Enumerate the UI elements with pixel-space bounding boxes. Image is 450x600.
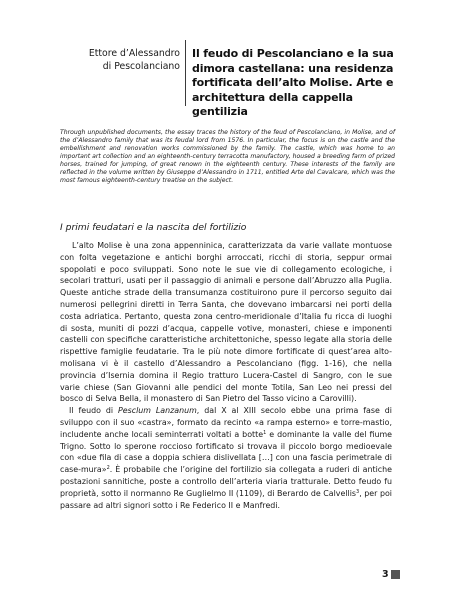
page-marker-square (391, 570, 400, 579)
paragraph-2-text-1: Il feudo di (69, 406, 119, 416)
author-name (60, 47, 180, 73)
section-heading: I primi feudatari e la nascita del fortilizio (60, 222, 247, 233)
footnote-ref-1[interactable]: 1 (263, 429, 267, 436)
author-line-2: di Pescolanciano (102, 61, 180, 72)
english-abstract: Through unpublished documents, the essay traces the history of the feud of Pescolanciano, in Molise, and of the d’Alessandro family that was its feudal lord from 1576. In particular, the focus is on the castle and the embellishment and renovation works commissioned by the family. The castle, which was home to an important art collection and an eighteenth-century terracotta manufactory, housed a breeding farm of prized horses, trained for jumping, of great renown in the eighteenth century. These interests of the family are reflected in the volume written by Giuseppe d’Alessandro in 1711, entitled Arte del Cavalcare, which was the most famous eighteenth-century treatise on the subject. (60, 129, 395, 184)
page-number: 3 (382, 569, 389, 580)
header-divider (185, 40, 186, 106)
author-line-1: Ettore d’Alessandro (88, 48, 180, 59)
article-title: Il feudo di Pescolanciano e la sua dimora castellana: una residenza fortificata dell’alto Molise. Arte e architettura della cappella gentilizia (192, 47, 394, 118)
body-text (60, 240, 392, 511)
footnote-ref-2[interactable]: 2 (106, 465, 110, 472)
paragraph-2-text-4: . È probabile che l’origine del fortilizio sia collegata a ruderi di antiche postazioni sannitiche, poste a controllo dell’arteria viaria tratturale. Detto feudo fu proprietà, sotto il normanno Re Guglielmo II (1109), di Berardo de Calvellis (60, 465, 392, 498)
paragraph-2-text-2: , dal X al XIII secolo ebbe una prima fase di sviluppo con il suo «castra», formato da recinto «a rampa esterno» e torre-mastio, includente anche locali seminterrati voltati a botte (60, 406, 392, 439)
footnote-ref-3[interactable]: 3 (356, 488, 360, 495)
paragraph-2 (60, 405, 392, 511)
article-header (60, 40, 394, 120)
paragraph-2-text-3: e dominante la valle del fiume Trigno. Sotto lo sperone roccioso fortificato si trovava il piccolo borgo medioevale con «due fila di case a doppia schiera dislivellata […] con una fascia perimetrale di case-mura» (60, 429, 392, 475)
paragraph-2-text-5: , per poi passare ad altri signori sotto i Re Federico II e Manfredi. (60, 488, 392, 510)
latin-place-name: Pesclum Lanzanum (118, 406, 197, 416)
paragraph-1: L’alto Molise è una zona appenninica, caratterizzata da varie vallate montuose con folta vegetazione e antichi borghi arroccati, ricchi di storia, seppur ormai spopolati e poco sviluppati. Sono note le sue vie di collegamento ecologiche, i secolari tratturi, usati per il passaggio di animali e persone dall’Abruzzo alla Puglia. Queste antiche strade della transumanza costituirono pure il percorso seguito dai numerosi pellegrini diretti in Terra Santa, che dovevano imbarcarsi nei porti della costa adriatica. Pertanto, questa zona centro-meridionale d’Italia fu ricca di luoghi di sosta, muniti di pozzi d’acqua, cappelle votive, monasteri, chiese e imponenti castelli con specifiche caratteristiche architettoniche, spesso legate alla storia delle rispettive famiglie feudatarie. Tra le più note dimore fortificate di quest’area alto-molisana vi è il castello d’Alessandro a Pescolanciano (figg. 1-16), che nella provincia d’Isernia domina il Regio tratturo Lucera-Castel di Sangro, con le sue varie chiese (San Giovanni alle pendici del monte Totila, San Leo nei pressi del bosco di Selva Bella, il monastero di San Pietro del Tasso vicino a Carovilli). (60, 241, 392, 404)
